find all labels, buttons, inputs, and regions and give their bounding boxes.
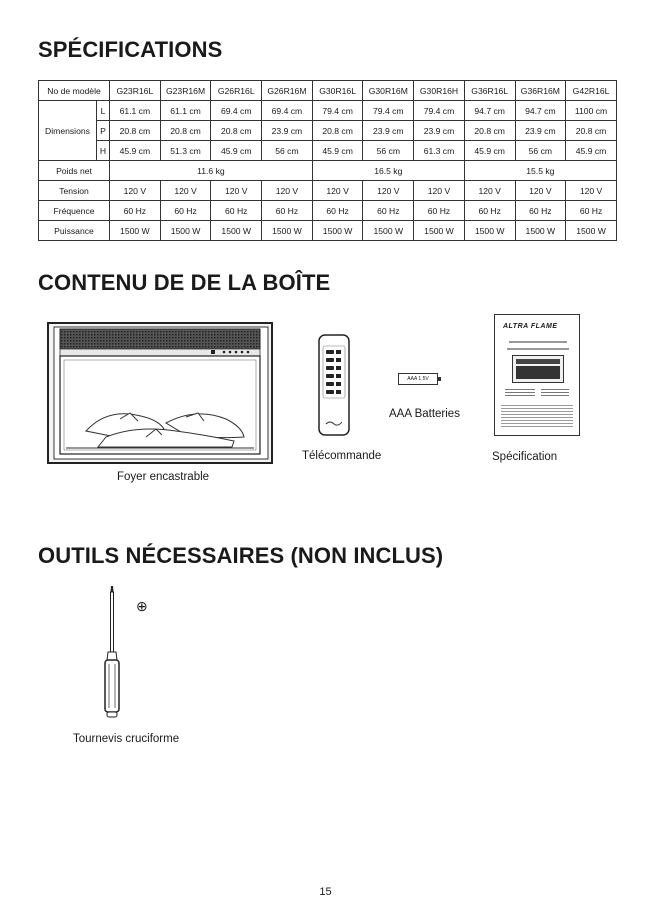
dim-cell: 20.8 cm bbox=[110, 121, 161, 141]
frequency-cell: 60 Hz bbox=[464, 201, 515, 221]
manual-text-block bbox=[541, 389, 569, 397]
dim-cell: 94.7 cm bbox=[515, 101, 566, 121]
dim-cell: 45.9 cm bbox=[464, 141, 515, 161]
dim-cell: 45.9 cm bbox=[211, 141, 262, 161]
power-cell: 1500 W bbox=[464, 221, 515, 241]
dim-cell: 61.3 cm bbox=[414, 141, 465, 161]
frequency-cell: 60 Hz bbox=[211, 201, 262, 221]
dim-cell: 79.4 cm bbox=[414, 101, 465, 121]
voltage-cell: 120 V bbox=[211, 181, 262, 201]
power-label: Puissance bbox=[39, 221, 110, 241]
dim-cell: 79.4 cm bbox=[312, 101, 363, 121]
dimensions-label: Dimensions bbox=[39, 101, 97, 161]
model-cell: G42R16L bbox=[566, 81, 617, 101]
dim-cell: 20.8 cm bbox=[464, 121, 515, 141]
fireplace-insert-illustration bbox=[46, 319, 276, 467]
dim-cell: 20.8 cm bbox=[160, 121, 211, 141]
table-row-frequency bbox=[39, 201, 617, 221]
voltage-cell: 120 V bbox=[464, 181, 515, 201]
power-cell: 1500 W bbox=[262, 221, 313, 241]
table-row-length bbox=[39, 101, 617, 121]
screwdriver-caption: Tournevis cruciforme bbox=[73, 733, 180, 745]
model-cell: G26R16L bbox=[211, 81, 262, 101]
model-cell: G30R16M bbox=[363, 81, 414, 101]
frequency-cell: 60 Hz bbox=[160, 201, 211, 221]
model-cell: G36R16M bbox=[515, 81, 566, 101]
manual-text-line bbox=[507, 348, 569, 350]
specifications-heading: SPÉCIFICATIONS bbox=[38, 37, 223, 62]
tools-heading: OUTILS NÉCESSAIRES (NON INCLUS) bbox=[38, 543, 444, 568]
dim-cell: 20.8 cm bbox=[566, 121, 617, 141]
dim-cell: 61.1 cm bbox=[160, 101, 211, 121]
model-cell: G23R16L bbox=[110, 81, 161, 101]
fireplace-caption: Foyer encastrable bbox=[117, 471, 210, 483]
manual-brand-logo: ALTRA FLAME bbox=[503, 323, 558, 330]
model-cell: G23R16M bbox=[160, 81, 211, 101]
weight-label: Poids net bbox=[39, 161, 110, 181]
box-contents-heading: CONTENU DE DE LA BOÎTE bbox=[38, 270, 331, 295]
frequency-cell: 60 Hz bbox=[566, 201, 617, 221]
specification-caption: Spécification bbox=[492, 451, 558, 463]
specifications-table bbox=[38, 80, 617, 241]
model-cell: G36R16L bbox=[464, 81, 515, 101]
weight-cell: 11.6 kg bbox=[110, 161, 313, 181]
manual-fireplace-image bbox=[512, 355, 564, 383]
voltage-cell: 120 V bbox=[312, 181, 363, 201]
dim-cell: 79.4 cm bbox=[363, 101, 414, 121]
power-cell: 1500 W bbox=[160, 221, 211, 241]
dim-cell: 45.9 cm bbox=[110, 141, 161, 161]
power-cell: 1500 W bbox=[312, 221, 363, 241]
manual-text-block bbox=[505, 389, 535, 397]
batteries-illustration: AAA 1.5V bbox=[398, 373, 438, 385]
voltage-cell: 120 V bbox=[566, 181, 617, 201]
axis-label: P bbox=[97, 121, 110, 141]
frequency-cell: 60 Hz bbox=[414, 201, 465, 221]
frequency-cell: 60 Hz bbox=[515, 201, 566, 221]
dim-cell: 94.7 cm bbox=[464, 101, 515, 121]
table-row-height bbox=[39, 141, 617, 161]
model-cell: G26R16M bbox=[262, 81, 313, 101]
frequency-cell: 60 Hz bbox=[312, 201, 363, 221]
dim-cell: 61.1 cm bbox=[110, 101, 161, 121]
table-row-voltage bbox=[39, 181, 617, 201]
manual-illustration bbox=[494, 314, 580, 436]
table-row-power bbox=[39, 221, 617, 241]
dim-cell: 45.9 cm bbox=[312, 141, 363, 161]
model-label: No de modèle bbox=[39, 81, 110, 101]
dim-cell: 56 cm bbox=[262, 141, 313, 161]
voltage-cell: 120 V bbox=[414, 181, 465, 201]
dim-cell: 23.9 cm bbox=[414, 121, 465, 141]
voltage-cell: 120 V bbox=[160, 181, 211, 201]
power-cell: 1500 W bbox=[566, 221, 617, 241]
dim-cell: 20.8 cm bbox=[312, 121, 363, 141]
remote-caption: Télécommande bbox=[302, 450, 382, 462]
dim-cell: 69.4 cm bbox=[211, 101, 262, 121]
dim-cell: 56 cm bbox=[515, 141, 566, 161]
voltage-cell: 120 V bbox=[515, 181, 566, 201]
manual-text-block bbox=[501, 405, 573, 429]
power-cell: 1500 W bbox=[211, 221, 262, 241]
page-number: 15 bbox=[319, 886, 332, 898]
table-row-weight bbox=[39, 161, 617, 181]
power-cell: 1500 W bbox=[414, 221, 465, 241]
battery-terminal-icon bbox=[438, 377, 441, 381]
voltage-label: Tension bbox=[39, 181, 110, 201]
frequency-cell: 60 Hz bbox=[262, 201, 313, 221]
table-row-depth bbox=[39, 121, 617, 141]
frequency-cell: 60 Hz bbox=[110, 201, 161, 221]
axis-label: H bbox=[97, 141, 110, 161]
frequency-cell: 60 Hz bbox=[363, 201, 414, 221]
power-cell: 1500 W bbox=[363, 221, 414, 241]
dim-cell: 69.4 cm bbox=[262, 101, 313, 121]
voltage-cell: 120 V bbox=[262, 181, 313, 201]
power-cell: 1500 W bbox=[515, 221, 566, 241]
power-cell: 1500 W bbox=[110, 221, 161, 241]
table-row-models bbox=[39, 81, 617, 101]
batteries-caption: AAA Batteries bbox=[389, 408, 460, 420]
weight-cell: 15.5 kg bbox=[464, 161, 616, 181]
dim-cell: 45.9 cm bbox=[566, 141, 617, 161]
remote-control-illustration bbox=[318, 334, 350, 436]
dim-cell: 56 cm bbox=[363, 141, 414, 161]
dim-cell: 23.9 cm bbox=[515, 121, 566, 141]
dim-cell: 20.8 cm bbox=[211, 121, 262, 141]
model-cell: G30R16H bbox=[414, 81, 465, 101]
weight-cell: 16.5 kg bbox=[312, 161, 464, 181]
voltage-cell: 120 V bbox=[110, 181, 161, 201]
dim-cell: 1100 cm bbox=[566, 101, 617, 121]
screwdriver-illustration bbox=[100, 584, 124, 722]
axis-label: L bbox=[97, 101, 110, 121]
dim-cell: 51.3 cm bbox=[160, 141, 211, 161]
phillips-icon: ⊕ bbox=[136, 598, 148, 614]
model-cell: G30R16L bbox=[312, 81, 363, 101]
dim-cell: 23.9 cm bbox=[262, 121, 313, 141]
dim-cell: 23.9 cm bbox=[363, 121, 414, 141]
manual-text-line bbox=[509, 341, 567, 343]
voltage-cell: 120 V bbox=[363, 181, 414, 201]
frequency-label: Fréquence bbox=[39, 201, 110, 221]
